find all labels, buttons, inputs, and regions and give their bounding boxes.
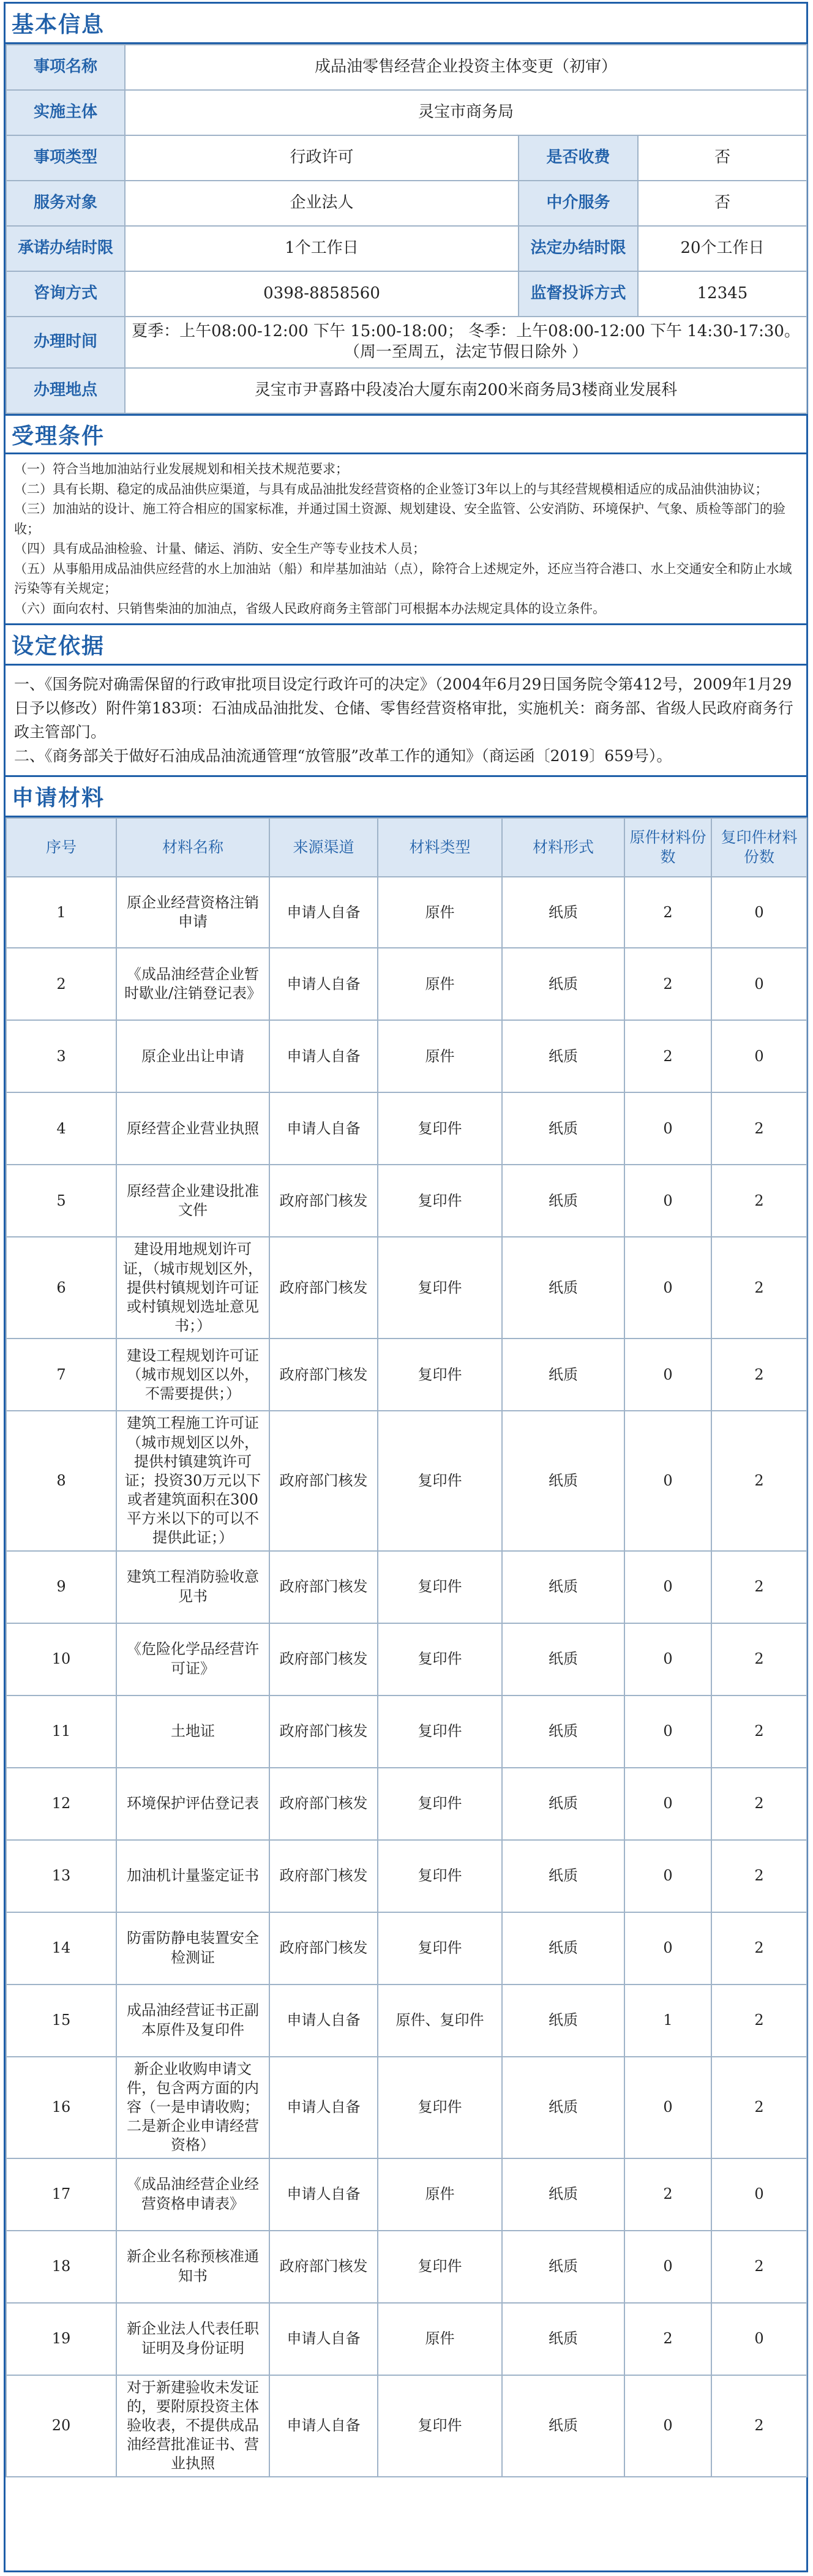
cell-source: 政府部门核发: [269, 1339, 378, 1411]
material-row: [6, 1020, 807, 1092]
cell-material-type: 原件、复印件: [378, 1985, 502, 2057]
service-guide-page: [4, 2, 808, 2572]
cell-material-name: 加油机计量鉴定证书: [116, 1840, 269, 1912]
cell-original-count: 0: [624, 1912, 711, 1985]
cell-index: 19: [6, 2303, 116, 2375]
cell-material-name: 原经营企业建设批准文件: [116, 1165, 269, 1237]
col-header-copy-count: 复印件材料份数: [711, 818, 807, 877]
cell-form: 纸质: [502, 1985, 624, 2057]
cell-copy-count: 2: [711, 1092, 807, 1165]
cell-index: 4: [6, 1092, 116, 1165]
legal-limit-value: 20个工作日: [638, 226, 807, 271]
cell-source: 申请人自备: [269, 1092, 378, 1165]
complaint-label: 监督投诉方式: [519, 271, 638, 317]
cell-material-type: 复印件: [378, 1165, 502, 1237]
cell-copy-count: 2: [711, 1768, 807, 1840]
cell-index: 15: [6, 1985, 116, 2057]
cell-material-name: 原企业经营资格注销申请: [116, 877, 269, 948]
cell-source: 申请人自备: [269, 2303, 378, 2375]
cell-source: 申请人自备: [269, 2057, 378, 2158]
consult-label: 咨询方式: [6, 271, 125, 317]
basic-info-table: [6, 44, 807, 414]
cell-material-type: 复印件: [378, 1623, 502, 1695]
material-row: [6, 1551, 807, 1623]
cell-material-type: 复印件: [378, 1840, 502, 1912]
material-row: [6, 1092, 807, 1165]
cell-original-count: 0: [624, 2231, 711, 2303]
cell-material-type: 复印件: [378, 1237, 502, 1339]
basis-item: 二、《商务部关于做好石油成品油流通管理“放管服”改革工作的通知》（商运函〔2019〕659号）。: [14, 746, 672, 765]
agency-label: 中介服务: [519, 181, 638, 226]
place-value: 灵宝市尹喜路中段凌冶大厦东南200米商务局3楼商业发展科: [125, 368, 807, 413]
place-label: 办理地点: [6, 368, 125, 413]
section-title-materials: 申请材料: [6, 777, 806, 817]
material-row: [6, 1985, 807, 2057]
cell-material-name: 建筑工程施工许可证（城市规划区以外，提供村镇建筑许可证；投资30万元以下或者建筑面积在300平方米以下的可以不提供此证；）: [116, 1411, 269, 1550]
item-name-value: 成品油零售经营企业投资主体变更（初审）: [125, 45, 807, 90]
cell-material-type: 复印件: [378, 2057, 502, 2158]
cell-copy-count: 0: [711, 948, 807, 1020]
cell-source: 申请人自备: [269, 2158, 378, 2231]
material-row: [6, 1768, 807, 1840]
col-header-index: 序号: [6, 818, 116, 877]
cell-index: 10: [6, 1623, 116, 1695]
cell-copy-count: 2: [711, 1912, 807, 1985]
cell-source: 政府部门核发: [269, 1165, 378, 1237]
cell-form: 纸质: [502, 2231, 624, 2303]
cell-original-count: 2: [624, 1020, 711, 1092]
cell-material-type: 复印件: [378, 1092, 502, 1165]
condition-item: （四）具有成品油检验、计量、储运、消防、安全生产等专业技术人员；: [14, 541, 425, 557]
cell-source: 政府部门核发: [269, 1623, 378, 1695]
item-name-label: 事项名称: [6, 45, 125, 90]
cell-material-type: 原件: [378, 877, 502, 948]
cell-copy-count: 0: [711, 2303, 807, 2375]
cell-original-count: 0: [624, 1092, 711, 1165]
cell-copy-count: 0: [711, 877, 807, 948]
section-title-basic: 基本信息: [6, 4, 806, 44]
cell-source: 申请人自备: [269, 1020, 378, 1092]
col-header-form: 材料形式: [502, 818, 624, 877]
cell-material-type: 复印件: [378, 1411, 502, 1550]
cell-material-type: 复印件: [378, 2375, 502, 2477]
cell-form: 纸质: [502, 1165, 624, 1237]
cell-copy-count: 2: [711, 1623, 807, 1695]
cell-material-type: 复印件: [378, 1695, 502, 1768]
cell-source: 政府部门核发: [269, 1695, 378, 1768]
cell-form: 纸质: [502, 1840, 624, 1912]
material-row: [6, 1339, 807, 1411]
cell-form: 纸质: [502, 1020, 624, 1092]
cell-material-name: 原经营企业营业执照: [116, 1092, 269, 1165]
cell-form: 纸质: [502, 2158, 624, 2231]
hours-label: 办理时间: [6, 317, 125, 368]
cell-material-name: 原企业出让申请: [116, 1020, 269, 1092]
condition-item: （三）加油站的设计、施工符合相应的国家标准，并通过国土资源、规划建设、安全监管、公安消防、环境保护、气象、质检等部门的验收；: [14, 501, 785, 536]
cell-source: 政府部门核发: [269, 1237, 378, 1339]
cell-form: 纸质: [502, 1912, 624, 1985]
col-header-name: 材料名称: [116, 818, 269, 877]
cell-copy-count: 2: [711, 1165, 807, 1237]
material-row: [6, 2375, 807, 2477]
cell-material-type: 复印件: [378, 2231, 502, 2303]
cell-material-name: 建设用地规划许可证，（城市规划区外，提供村镇规划许可证或村镇规划选址意见书；）: [116, 1237, 269, 1339]
material-row: [6, 1237, 807, 1339]
col-header-source: 来源渠道: [269, 818, 378, 877]
cell-form: 纸质: [502, 2303, 624, 2375]
cell-source: 申请人自备: [269, 2375, 378, 2477]
promise-value: 1个工作日: [125, 226, 519, 271]
cell-source: 政府部门核发: [269, 1551, 378, 1623]
cell-copy-count: 2: [711, 2375, 807, 2477]
cell-copy-count: 2: [711, 1339, 807, 1411]
cell-original-count: 0: [624, 2375, 711, 2477]
cell-material-type: 原件: [378, 948, 502, 1020]
cell-source: 申请人自备: [269, 877, 378, 948]
cell-material-type: 复印件: [378, 1339, 502, 1411]
cell-material-name: 新企业收购申请文件，包含两方面的内容（一是申请收购；二是新企业申请经营资格）: [116, 2057, 269, 2158]
cell-material-name: 新企业名称预核准通知书: [116, 2231, 269, 2303]
material-row: [6, 948, 807, 1020]
cell-index: 5: [6, 1165, 116, 1237]
cell-index: 16: [6, 2057, 116, 2158]
legal-limit-label: 法定办结时限: [519, 226, 638, 271]
hours-line-1: 夏季：上午08:00-12:00 下午 15:00-18:00； 冬季：上午08:00-12:00 下午 14:30-17:30。: [132, 322, 800, 341]
cell-source: 政府部门核发: [269, 1912, 378, 1985]
cell-source: 申请人自备: [269, 948, 378, 1020]
type-label: 事项类型: [6, 135, 125, 181]
cell-index: 6: [6, 1237, 116, 1339]
cell-index: 14: [6, 1912, 116, 1985]
target-value: 企业法人: [125, 181, 519, 226]
hours-line-2: （周一至周五，法定节假日除外 ）: [343, 343, 588, 361]
material-row: [6, 877, 807, 948]
cell-material-name: 《成品油经营企业暂时歇业/注销登记表》: [116, 948, 269, 1020]
cell-index: 7: [6, 1339, 116, 1411]
cell-index: 17: [6, 2158, 116, 2231]
cell-material-type: 复印件: [378, 1912, 502, 1985]
condition-item: （一）符合当地加油站行业发展规划和相关技术规范要求；: [14, 462, 348, 476]
cell-copy-count: 2: [711, 1695, 807, 1768]
cell-form: 纸质: [502, 1092, 624, 1165]
cell-form: 纸质: [502, 2375, 624, 2477]
cell-source: 政府部门核发: [269, 1768, 378, 1840]
material-row: [6, 1695, 807, 1768]
cell-copy-count: 2: [711, 1840, 807, 1912]
cell-copy-count: 2: [711, 2231, 807, 2303]
cell-form: 纸质: [502, 2057, 624, 2158]
cell-material-type: 复印件: [378, 1768, 502, 1840]
material-row: [6, 1912, 807, 1985]
basis-list: [6, 666, 806, 777]
materials-body: [6, 877, 807, 2476]
agency-value: 否: [638, 181, 807, 226]
cell-original-count: 2: [624, 2303, 711, 2375]
cell-material-name: 土地证: [116, 1695, 269, 1768]
cell-form: 纸质: [502, 877, 624, 948]
cell-material-type: 复印件: [378, 1551, 502, 1623]
cell-original-count: 0: [624, 1623, 711, 1695]
cell-index: 13: [6, 1840, 116, 1912]
material-row: [6, 2303, 807, 2375]
cell-material-name: 对于新建验收未发证的，要附原投资主体验收表，不提供成品油经营批准证书、营业执照: [116, 2375, 269, 2477]
cell-copy-count: 2: [711, 1411, 807, 1550]
consult-value: 0398-8858560: [125, 271, 519, 317]
cell-copy-count: 0: [711, 2158, 807, 2231]
cell-original-count: 0: [624, 1695, 711, 1768]
target-label: 服务对象: [6, 181, 125, 226]
cell-copy-count: 0: [711, 1020, 807, 1092]
cell-index: 12: [6, 1768, 116, 1840]
condition-item: （六）面向农村、只销售柴油的加油点，省级人民政府商务主管部门可根据本办法规定具体的设立条件。: [14, 601, 605, 616]
cell-copy-count: 2: [711, 1237, 807, 1339]
cell-material-type: 原件: [378, 2158, 502, 2231]
conditions-list: [6, 454, 806, 625]
material-row: [6, 2057, 807, 2158]
cell-copy-count: 2: [711, 1551, 807, 1623]
type-value: 行政许可: [125, 135, 519, 181]
cell-index: 1: [6, 877, 116, 948]
cell-copy-count: 2: [711, 1985, 807, 2057]
cell-original-count: 0: [624, 1840, 711, 1912]
cell-index: 20: [6, 2375, 116, 2477]
section-title-basis: 设定依据: [6, 625, 806, 666]
cell-index: 11: [6, 1695, 116, 1768]
cell-material-type: 原件: [378, 2303, 502, 2375]
subject-value: 灵宝市商务局: [125, 90, 807, 135]
cell-original-count: 0: [624, 1551, 711, 1623]
cell-index: 8: [6, 1411, 116, 1550]
complaint-value: 12345: [638, 271, 807, 317]
cell-original-count: 2: [624, 2158, 711, 2231]
material-row: [6, 1411, 807, 1550]
cell-original-count: 0: [624, 1165, 711, 1237]
fee-value: 否: [638, 135, 807, 181]
cell-copy-count: 2: [711, 2057, 807, 2158]
cell-original-count: 0: [624, 1768, 711, 1840]
materials-table: [6, 817, 807, 2477]
cell-material-type: 原件: [378, 1020, 502, 1092]
materials-header-row: [6, 818, 807, 877]
material-row: [6, 2158, 807, 2231]
cell-form: 纸质: [502, 948, 624, 1020]
cell-index: 9: [6, 1551, 116, 1623]
cell-form: 纸质: [502, 1411, 624, 1550]
cell-original-count: 2: [624, 877, 711, 948]
cell-original-count: 2: [624, 948, 711, 1020]
promise-label: 承诺办结时限: [6, 226, 125, 271]
cell-material-name: 环境保护评估登记表: [116, 1768, 269, 1840]
cell-original-count: 0: [624, 1237, 711, 1339]
cell-material-name: 防雷防静电装置安全检测证: [116, 1912, 269, 1985]
condition-item: （五）从事船用成品油供应经营的水上加油站（船）和岸基加油站（点），除符合上述规定外，还应当符合港口、水上交通安全和防止水域污染等有关规定；: [14, 561, 792, 596]
cell-form: 纸质: [502, 1695, 624, 1768]
cell-material-name: 新企业法人代表任职证明及身份证明: [116, 2303, 269, 2375]
col-header-type: 材料类型: [378, 818, 502, 877]
condition-item: （二）具有长期、稳定的成品油供应渠道，与具有成品油批发经营资格的企业签订3年以上的与其经营规模相适应的成品油供油协议；: [14, 481, 768, 497]
cell-form: 纸质: [502, 1339, 624, 1411]
cell-source: 政府部门核发: [269, 1411, 378, 1550]
cell-original-count: 0: [624, 1411, 711, 1550]
cell-material-name: 《危险化学品经营许可证》: [116, 1623, 269, 1695]
material-row: [6, 1840, 807, 1912]
cell-material-name: 《成品油经营企业经营资格申请表》: [116, 2158, 269, 2231]
material-row: [6, 1623, 807, 1695]
material-row: [6, 2231, 807, 2303]
cell-index: 18: [6, 2231, 116, 2303]
cell-form: 纸质: [502, 1551, 624, 1623]
cell-index: 2: [6, 948, 116, 1020]
material-row: [6, 1165, 807, 1237]
cell-original-count: 0: [624, 1339, 711, 1411]
cell-material-name: 成品油经营证书正副本原件及复印件: [116, 1985, 269, 2057]
cell-source: 政府部门核发: [269, 1840, 378, 1912]
cell-source: 政府部门核发: [269, 2231, 378, 2303]
cell-form: 纸质: [502, 1237, 624, 1339]
section-title-conditions: 受理条件: [6, 414, 806, 454]
cell-original-count: 1: [624, 1985, 711, 2057]
cell-source: 申请人自备: [269, 1985, 378, 2057]
col-header-original-count: 原件材料份数: [624, 818, 711, 877]
cell-form: 纸质: [502, 1768, 624, 1840]
basis-item: 一、《国务院对确需保留的行政审批项目设定行政许可的决定》（2004年6月29日国务院令第412号，2009年1月29日予以修改）附件第183项：石油成品油批发、仓储、零售经营资格审批，实施机关：商务部、省级人民政府商务行政主管部门。: [14, 675, 793, 741]
cell-material-name: 建设工程规划许可证（城市规划区以外，不需要提供；）: [116, 1339, 269, 1411]
cell-original-count: 0: [624, 2057, 711, 2158]
fee-label: 是否收费: [519, 135, 638, 181]
hours-value: [125, 317, 807, 368]
cell-material-name: 建筑工程消防验收意见书: [116, 1551, 269, 1623]
subject-label: 实施主体: [6, 90, 125, 135]
cell-form: 纸质: [502, 1623, 624, 1695]
cell-index: 3: [6, 1020, 116, 1092]
